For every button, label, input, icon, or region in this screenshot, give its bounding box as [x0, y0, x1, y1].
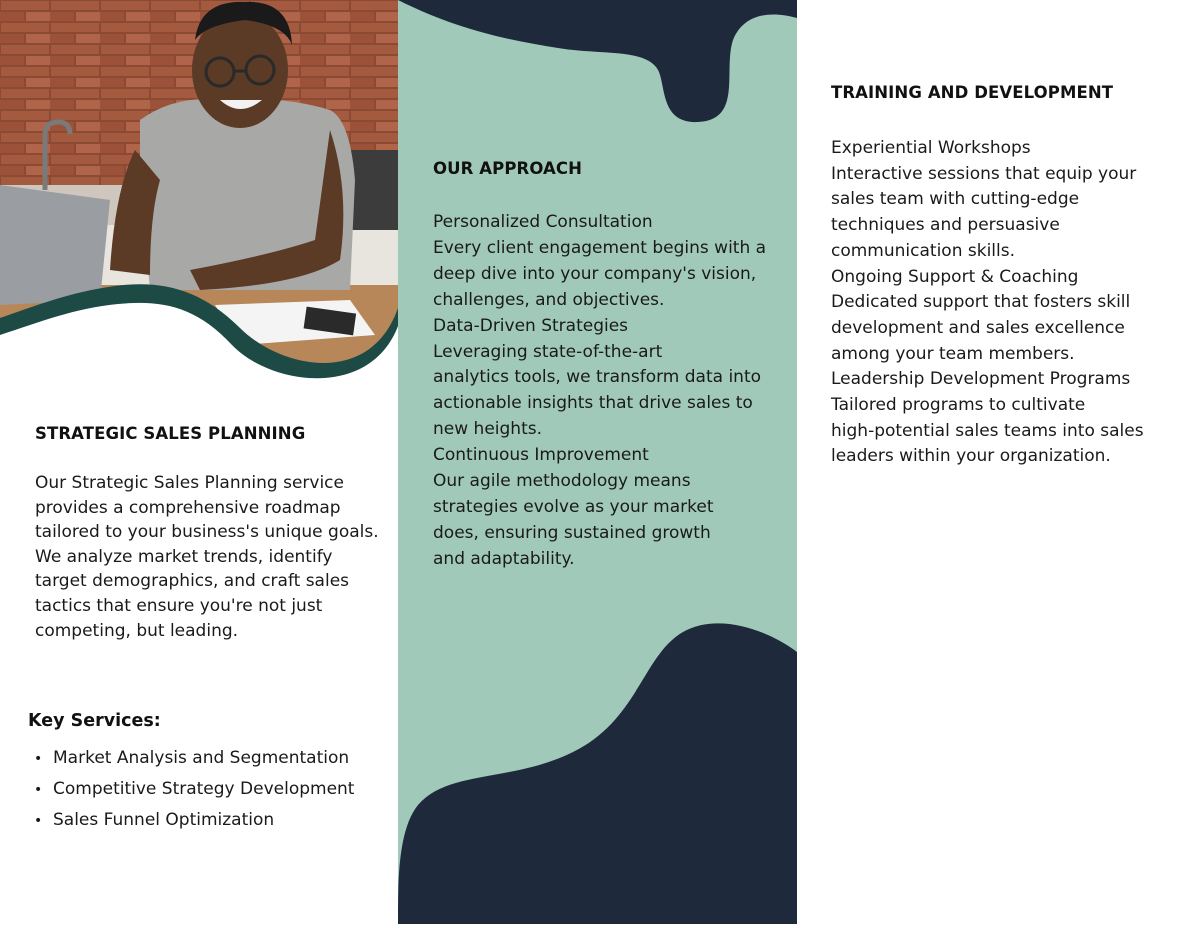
section-heading-strategic-sales-planning: STRATEGIC SALES PLANNING [35, 424, 306, 443]
list-item: • Sales Funnel Optimization [34, 806, 354, 837]
bullet-icon: • [34, 751, 43, 767]
bullet-icon: • [34, 781, 43, 798]
strategic-sales-planning-description: Our Strategic Sales Planning service provides a comprehensive roadmap tailored to your business's unique goals. We analyze market trends, identify target demographics, and craft sales tactics that ensure you're not just competing, but leading. [35, 473, 379, 641]
key-services-title: Key Services: [28, 711, 161, 731]
list-item: • Market Analysis and Segmentation [34, 744, 354, 775]
right-panel [797, 0, 1200, 927]
left-panel [0, 0, 398, 927]
section-heading-our-approach: OUR APPROACH [433, 159, 583, 178]
section-heading-training-and-development: TRAINING AND DEVELOPMENT [831, 83, 1114, 102]
list-item: • Competitive Strategy Development [34, 775, 354, 806]
our-approach-description: Personalized Consultation Every client engagement begins with a deep dive into your company's vision, challenges, and objectives. Data-Driven Strategies Leveraging state-of-the-art analytics tools, we transform data into actionable insights that drive sales to new heights. Continuous Improvement Our agile methodology means strategies evolve as your market does, ensuring sustained growth and adaptability. [433, 212, 767, 569]
bullet-icon: • [34, 812, 43, 829]
middle-panel [398, 0, 797, 924]
smiling-man-using-laptop-photo [0, 0, 398, 380]
key-services-list [34, 744, 354, 836]
training-and-development-description: Experiential Workshops Interactive sessions that equip your sales team with cutting-edge techniques and persuasive communication skills. Ongoing Support & Coaching Dedicated support that fosters skill development and sales excellence among your team members. Leadership Development Programs Tailored programs to cultivate high-potential sales teams into sales leaders within your organization. [831, 138, 1144, 467]
